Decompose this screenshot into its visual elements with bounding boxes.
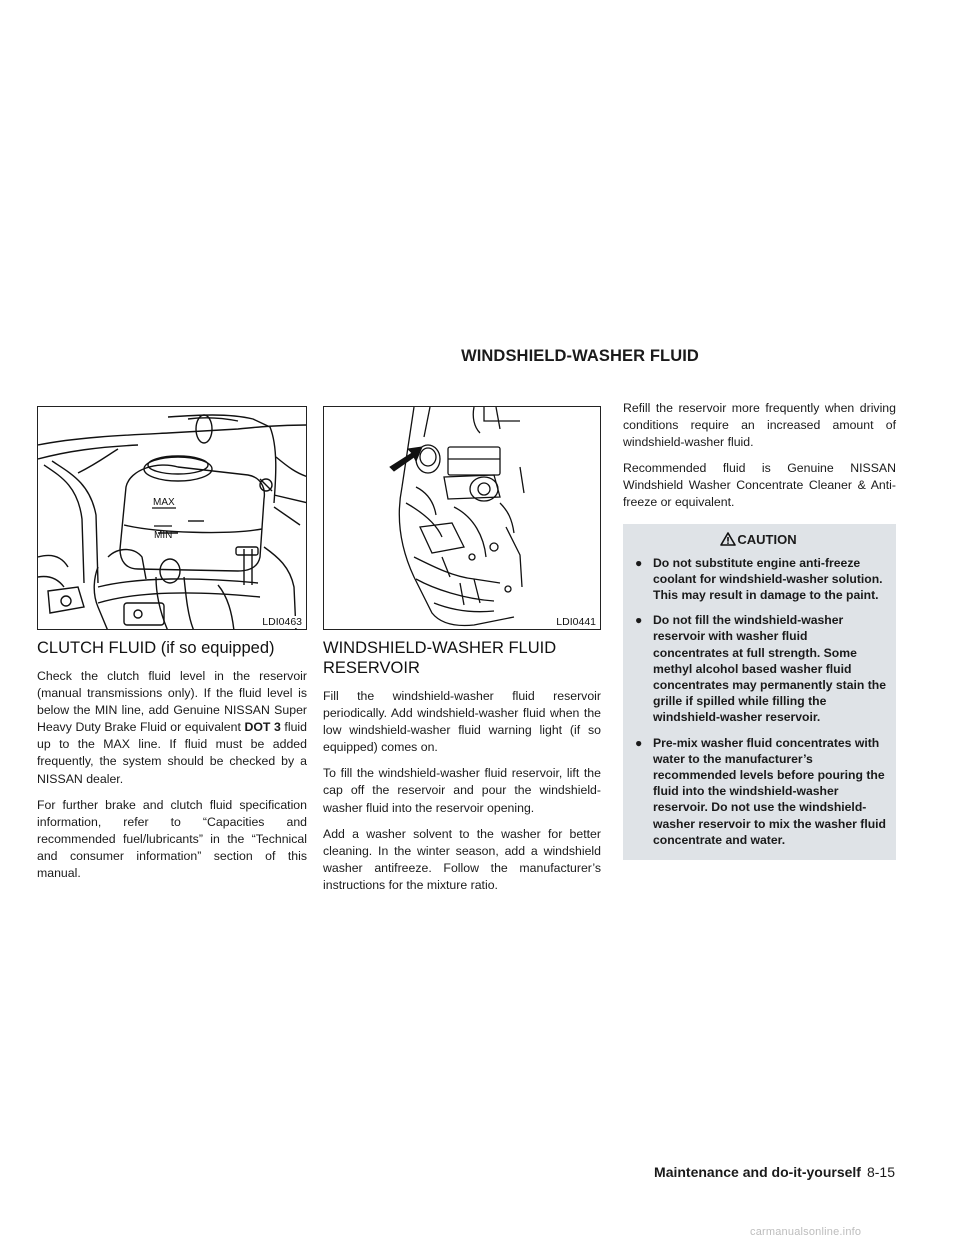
- washer-reservoir-drawing: [324, 407, 601, 630]
- washer-reservoir-illustration: [323, 406, 601, 630]
- caution-item-text: Do not substitute engine anti-freeze coolant for windshield-washer solution. This may result in damage to the paint.: [653, 555, 883, 602]
- dot3-emphasis: DOT 3: [244, 720, 281, 735]
- refill-paragraph: Refill the reservoir more frequently when driving conditions require an increased amount of windshield-washer fluid.: [623, 401, 896, 450]
- clutch-fluid-paragraph-1: [37, 668, 307, 788]
- bullet-icon: ●: [635, 613, 643, 628]
- paragraph-text: fluid up to the MAX line. If fluid must be added frequently, the system should be checked by a NISSAN dealer.: [37, 720, 307, 786]
- column-washer-reservoir: [323, 406, 601, 903]
- caution-title: CAUTION: [737, 531, 797, 547]
- caution-item: [631, 555, 886, 604]
- caution-item-text: Do not fill the windshield-washer reservoir with washer fluid concentrates at full strength. Some methyl alcohol based washer fluid concentrates may permanently stain the grille if spilled while filling the windshield-washer reservoir.: [653, 613, 886, 725]
- caution-box: [623, 524, 896, 860]
- bullet-icon: ●: [635, 735, 643, 750]
- max-mark-label: MAX: [153, 497, 175, 508]
- figure-code: LDI0463: [262, 616, 302, 628]
- watermark: carmanualsonline.info: [750, 1226, 862, 1238]
- washer-reservoir-heading: WINDSHIELD-WASHER FLUID RESERVOIR: [323, 639, 557, 677]
- caution-item-text: Pre-mix washer fluid concentrates with water to the manufacturer’s recommended levels before pouring the fluid into the windshield-washer reservoir. Do not use the windshield-washer reservoir to mix the washer fluid concentrate and water.: [653, 735, 886, 847]
- clutch-fluid-heading: CLUTCH FLUID (if so equipped): [37, 639, 275, 657]
- figure-code: LDI0441: [556, 616, 596, 628]
- washer-paragraph-1: Fill the windshield-washer fluid reservoir periodically. Add windshield-washer fluid when the low windshield-washer fluid warning light (if so equipped) comes on.: [323, 689, 601, 755]
- caution-header: [631, 532, 886, 547]
- section-title: WINDSHIELD-WASHER FLUID: [461, 347, 699, 365]
- column-washer-fluid-info: [623, 400, 896, 860]
- warning-triangle-icon: [720, 532, 736, 546]
- min-mark-label: MIN: [154, 530, 173, 541]
- washer-paragraph-3: Add a washer solvent to the washer for better cleaning. In the winter season, add a windshield washer antifreeze. Follow the manufacturer’s instructions for the mixture ratio.: [323, 826, 601, 892]
- caution-item: [631, 735, 886, 848]
- bullet-icon: ●: [635, 555, 643, 570]
- paragraph-text: Check the clutch fluid level in the reservoir (manual transmissions only). If the fluid level is below the MIN line, add Genuine NISSAN Super Heavy Duty Brake Fluid or equivalent: [37, 669, 307, 735]
- washer-paragraph-2: To fill the windshield-washer fluid reservoir, lift the cap off the reservoir and pour the windshield-washer fluid into the reservoir opening.: [323, 766, 601, 815]
- chapter-title: Maintenance and do-it-yourself: [654, 1164, 861, 1180]
- column-clutch-fluid: [37, 406, 307, 891]
- recommended-fluid-paragraph: Recommended fluid is Genuine NISSAN Windshield Washer Concentrate Cleaner & Anti-freeze or equivalent.: [623, 461, 896, 510]
- clutch-reservoir-illustration: [37, 406, 307, 630]
- clutch-fluid-paragraph-2: For further brake and clutch fluid specification information, refer to “Capacities and recommended fuel/lubricants” in the “Technical and consumer information” section of this manual.: [37, 797, 307, 881]
- page-footer: [654, 1164, 895, 1180]
- page-number: 8-15: [866, 1164, 895, 1180]
- clutch-reservoir-drawing: [38, 407, 307, 630]
- caution-item: [631, 612, 886, 725]
